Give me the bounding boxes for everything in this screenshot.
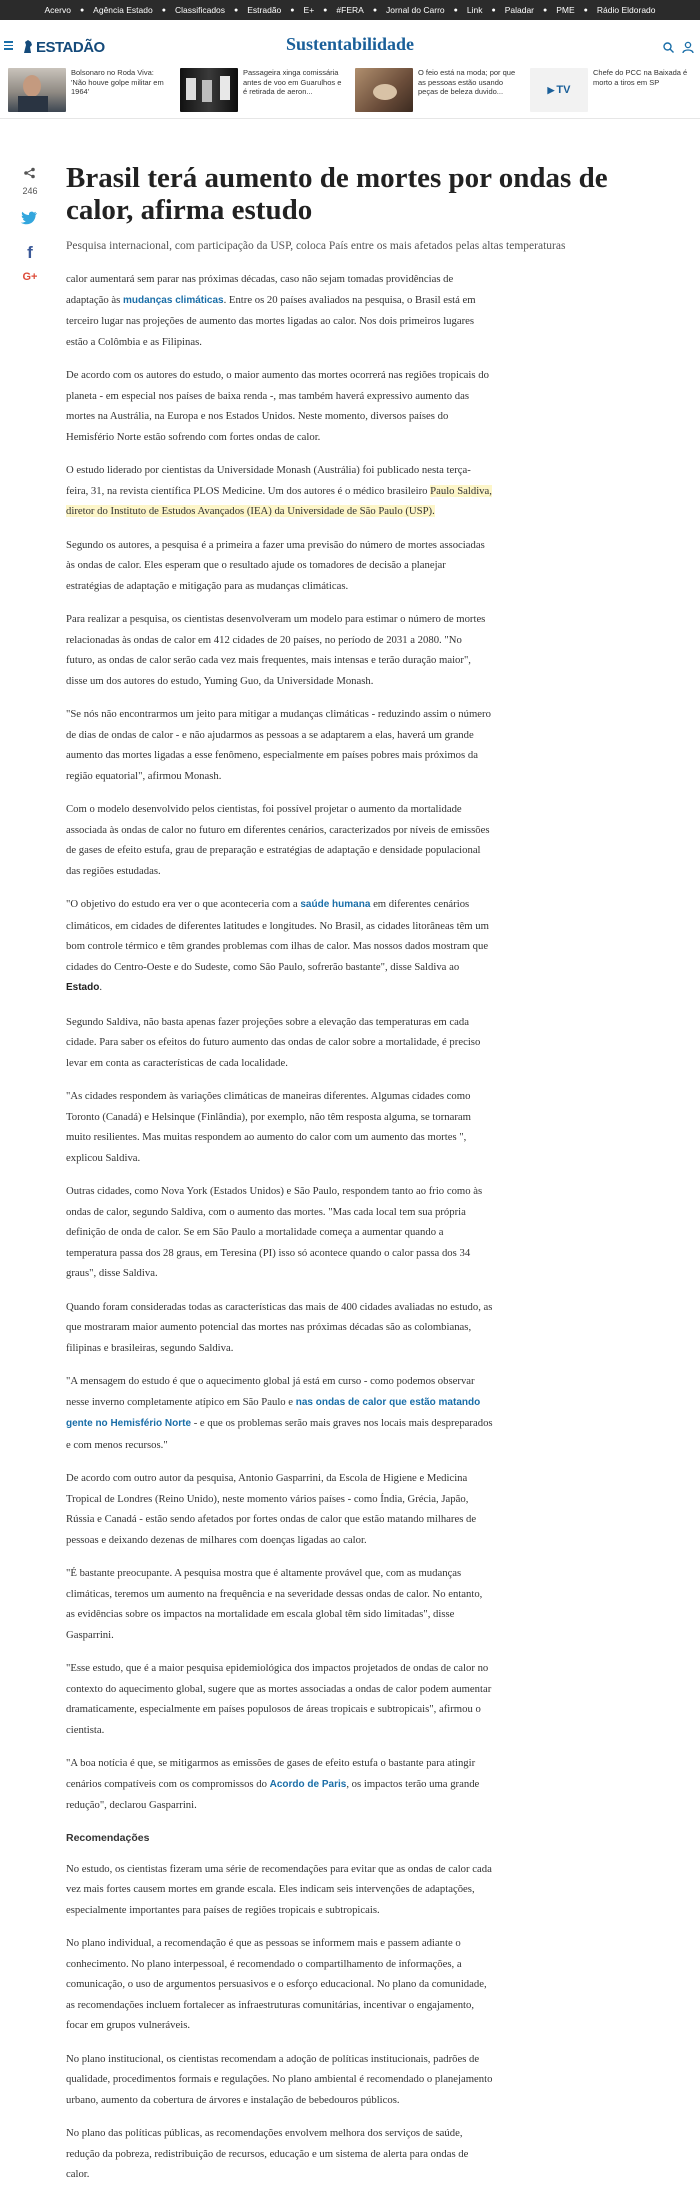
- separator-dot: ●: [323, 6, 328, 14]
- search-icon[interactable]: [663, 42, 674, 53]
- text: O estudo liderado por cientistas da Universidade Monash (Austrália) foi publicado nesta terça-feira, 31, na revista científica PLOS Medicine. Um dos autores é o médico: [66, 464, 471, 497]
- paragraph: "É bastante preocupante. A pesquisa mostra que é altamente provável que, com as mudanças climáticas, teremos um aumento na frequência e na severidade dessas ondas de calor. No entanto, as evidências sobre os impactos na mortalidade em escala global têm sido limitadas", disse Gasparrini.: [66, 1567, 483, 1641]
- facebook-icon[interactable]: f: [27, 243, 33, 262]
- thumbnail-image: [8, 68, 66, 112]
- recommended-strip: [0, 66, 700, 119]
- paragraph: Segundo os autores, a pesquisa é a primeira a fazer uma previsão do número de mortes associadas às ondas de calor. Eles esperam que o resultado ajude os tomadores de decisão a planejar estratégias de adaptação e mitigação para as mudanças climáticas.: [66, 538, 485, 592]
- paragraph: "As cidades respondem às variações climáticas de maneiras diferentes. Algumas cidades como Toronto (Canadá) e Helsinque (Finlândia), por exemplo, não têm resposta alguma, se tornaram muito resilientes. Mas muitas respondem ao aumento do calor com um aumento das mortes ", explicou Saldiva.: [66, 1090, 471, 1164]
- paragraph: No estudo, os cientistas fizeram uma série de recomendações para evitar que as ondas de calor cada vez mais fortes causem mortes em grande escala. Eles indicam seis intervenções de adaptações, especialmente importantes para países de regiões tropicais e subtropicais.: [66, 1862, 492, 1916]
- paragraph: Com o modelo desenvolvido pelos cientistas, foi possível projetar o aumento da mortalidade associada às ondas de calor no futuro em diferentes cenários, caracterizados por níveis de emissões de gases de efeito estufa, grau de preparação e estratégias de adaptação e densidade populacional das regiões estudadas.: [66, 803, 490, 877]
- top-link[interactable]: Acervo: [44, 5, 71, 15]
- paragraph: [66, 460, 493, 522]
- share-icon[interactable]: [20, 167, 40, 179]
- text: calor aumentará sem parar nas próximas décadas, caso não sejam tomadas providências de adaptação às: [66, 273, 454, 306]
- text: "A mensagem do estudo é que o aquecimento global já está em curso - como podemos observar nesse inverno completamente atípico em São Paulo e: [66, 1375, 475, 1408]
- paragraph: "Se nós não encontrarmos um jeito para mitigar a mudanças climáticas - reduzindo assim o número de dias de ondas de calor - e não ajudarmos as pessoas a se adaptarem a elas, haverá um grande aumento das mortes ligadas a esse fenômeno, especialmente em países pobres mais próximos da região equatorial", afirmou Monash.: [66, 708, 491, 782]
- top-link[interactable]: #FERA: [336, 5, 364, 15]
- top-link[interactable]: Rádio Eldorado: [596, 5, 656, 15]
- paragraph: De acordo com outro autor da pesquisa, Antonio Gasparrini, da Escola de Higiene e Medicina Tropical de Londres (Reino Unido), neste momento vários países - como Índia, Grécia, Japão, Rússia e Canadá - estão sendo afetados por fortes ondas de calor que estão matando milhares de pessoas e deixando dezenas de milhares com doenças ligadas ao calor.: [66, 1472, 477, 1546]
- recommended-item[interactable]: [530, 68, 693, 116]
- text: "O objetivo do estudo era ver o que aconteceria com a: [66, 898, 301, 910]
- thumbnail-image: [180, 68, 238, 112]
- paragraph: No plano institucional, os cientistas recomendam a adoção de políticas institucionais, padrões de qualidade, procedimentos formais e regulações. No plano ambiental é recomendado o planejamento urbano, aumento da cobertura de árvores e instalação de bebedouros públicos.: [66, 2052, 493, 2106]
- link-mudancas-climaticas[interactable]: mudanças climáticas: [122, 294, 224, 306]
- paragraph: Segundo Saldiva, não basta apenas fazer projeções sobre a elevação das temperaturas em cada cidade. Para saber os efeitos do futuro aumento das ondas de calor sobre a mortalidade, é preciso levar em conta as características de cada localidade.: [66, 1015, 481, 1069]
- paragraph: De acordo com os autores do estudo, o maior aumento das mortes ocorrerá nas regiões tropicais do planeta - em especial nos países de baixa renda -, mas também haverá expressivo aumento das mortes na Austrália, na Europa e nos Estados Unidos. Neste momento, diversos países do Hemisfério Norte estão sofrendo com fortes ondas de calor.: [66, 369, 489, 443]
- separator-dot: ●: [583, 6, 588, 14]
- top-links: [0, 0, 700, 20]
- thumbnail-image: [355, 68, 413, 112]
- twitter-icon[interactable]: [20, 210, 40, 226]
- recommended-title: O feio está na moda; por que as pessoas estão usando peças de beleza duvido...: [418, 68, 516, 96]
- paragraph: [66, 1753, 493, 1816]
- top-link[interactable]: PME: [556, 5, 575, 15]
- highlighted-text: Paulo Saldiva, diretor do Instituto de Estudos Avançados (IEA) da Universidade de São Paulo (USP).: [66, 484, 492, 517]
- link-saude-humana[interactable]: saúde humana: [300, 899, 371, 910]
- separator-dot: ●: [453, 6, 458, 14]
- logo-text: ESTADÃO: [36, 38, 105, 56]
- estado-mention: Estado: [66, 982, 100, 993]
- user-icon[interactable]: [682, 41, 694, 53]
- recommended-title: Passageira xinga comissária antes de voo em Guarulhos e é retirada de aeron...: [243, 68, 342, 96]
- paragraph: Quando foram consideradas todas as características das mais de 400 cidades avaliadas no estudo, as que mostraram maior aumento potencial das mortes nas próximas décadas são as colombianas, filipinas e brasileiras, segundo Saldiva.: [66, 1300, 493, 1354]
- text: em diferentes cenários climáticos, em cidades de diferentes latitudes e longitudes. No Brasil, as cidades litorâneas têm um bom controle térmico e têm grandes problemas com ilhas de calor. Mas nossos dados mostram que cidades do Centro-Oeste e do Sudeste, como São Paulo, sofrerão bastante", disse Saldiva ao: [66, 898, 489, 973]
- recommended-item[interactable]: [355, 68, 518, 116]
- text: , os impactos terão uma grande redução", declarou Gasparrini.: [66, 1777, 480, 1811]
- article-subtitle: Pesquisa internacional, com participação da USP, coloca País entre os mais afetados pelas altas temperaturas: [66, 240, 566, 252]
- text: . Entre os 20 países avaliados na pesquisa, o Brasil está em terceiro lugar nas projeções de aumento das mortes ligadas ao calor. Nos dois primeiros lugares estão a Colômbia e as Filipinas.: [66, 293, 476, 348]
- recommended-item[interactable]: [180, 68, 343, 116]
- recommended-title: Chefe do PCC na Baixada é morto a tiros em SP: [593, 68, 688, 87]
- separator-dot: ●: [290, 6, 295, 14]
- paragraph: No plano das políticas públicas, as recomendações envolvem melhora dos serviços de saúde, redução da pobreza, redistribuição de recursos, educação e um sistema de alerta para ondas de calor.: [66, 2127, 469, 2180]
- section-heading: Recomendações: [66, 1831, 150, 1844]
- text: .: [99, 981, 103, 993]
- separator-dot: ●: [161, 6, 166, 14]
- text: brasileiro: [387, 484, 431, 497]
- tv-label: TV: [556, 84, 571, 96]
- top-link[interactable]: Agência Estado: [93, 5, 153, 15]
- paragraph: [66, 269, 493, 352]
- separator-dot: ●: [234, 6, 239, 14]
- separator-dot: ●: [491, 6, 496, 14]
- site-header: [0, 28, 700, 64]
- separator-dot: ●: [543, 6, 548, 14]
- section-title[interactable]: Sustentabilidade: [285, 34, 415, 54]
- googleplus-icon[interactable]: G+: [22, 271, 38, 283]
- paragraph: [66, 894, 493, 999]
- share-bar: [20, 166, 40, 283]
- top-link[interactable]: Paladar: [504, 5, 535, 15]
- top-link[interactable]: E+: [303, 5, 315, 15]
- top-navigation-bar: [0, 0, 700, 20]
- paragraph: Para realizar a pesquisa, os cientistas desenvolveram um modelo para estimar o número de mortes relacionadas às ondas de calor em 412 cidades de 20 países, no período de 2031 a 2080. "No futuro, as ondas de calor serão cada vez mais frequentes, mais intensas e terão duração maior", disse um dos autores do estudo, Yuming Guo, da Universidade Monash.: [66, 613, 486, 687]
- separator-dot: ●: [79, 6, 85, 14]
- share-count: 246: [22, 186, 38, 196]
- link-acordo-de-paris[interactable]: Acordo de Paris: [269, 1778, 347, 1790]
- article-headline: Brasil terá aumento de mortes por ondas de calor, afirma estudo: [66, 162, 608, 226]
- recommended-item[interactable]: [8, 68, 171, 116]
- top-link[interactable]: Classificados: [174, 5, 226, 15]
- text: - e que os problemas serão mais graves nos locais mais despreparados e com menos recursos.": [66, 1417, 493, 1451]
- tv-icon: ▶: [547, 84, 555, 95]
- top-link[interactable]: Estradão: [247, 5, 282, 15]
- paragraph: [66, 1371, 493, 1455]
- tv-badge: [530, 68, 588, 112]
- separator-dot: ●: [372, 6, 378, 14]
- text: "A boa notícia é que, se mitigarmos as emissões de gases de efeito estufa o bastante para atingir cenários compatíveis com os compromissos do: [66, 1757, 476, 1790]
- paragraph: No plano individual, a recomendação é que as pessoas se informem mais e passem adiante o conhecimento. No plano interpessoal, é recomendado o compartilhamento de informações, a comunicação, o uso de argumentos persuasivos e o esforço educacional. No plano da comunidade, as recomendações incluem fortalecer as infraestruturas comunitárias, incentivar o engajamento, focar em grupos vulneráveis.: [66, 1937, 487, 2031]
- paragraph: "Esse estudo, que é a maior pesquisa epidemiológica dos impactos projetados de ondas de calor no contexto do aquecimento global, sugere que as mortes associadas a ondas de calor podem aumentar dramaticamente, especialmente em países populosos de áreas tropicais e subtropicais", afirmou o cientista.: [66, 1662, 492, 1736]
- link-ondas-de-calor[interactable]: nas ondas de calor que estão matando gente no Hemisfério Norte: [66, 1396, 481, 1429]
- top-link[interactable]: Link: [466, 5, 483, 15]
- paragraph: Outras cidades, como Nova York (Estados Unidos) e São Paulo, respondem tanto ao frio como às ondas de calor, segundo Saldiva, com o aumento das mortes. "Mas cada local tem sua própria definição de onda de calor. Se em São Paulo a mortalidade começa a aumentar quando a temperatura passa dos 28 graus, em Teresina (PI) isso só acontece quando o calor passa dos 34 graus", disse Saldiva.: [66, 1185, 483, 1279]
- article-body: [66, 269, 493, 2198]
- recommended-title: Bolsonaro no Roda Viva: 'Não houve golpe militar em 1964': [71, 68, 164, 96]
- top-link[interactable]: Jornal do Carro: [386, 5, 445, 15]
